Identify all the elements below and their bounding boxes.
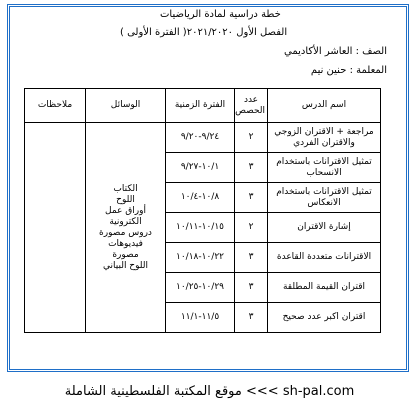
period-cell: ١١/٥-١١/١ (166, 303, 235, 333)
lesson-cell: الاقترانات متعددة القاعدة (268, 243, 381, 273)
tool-item: الكترونية (109, 216, 142, 227)
period-cell: ٩/٢٤-٩/٢٠ (166, 123, 235, 153)
count-cell: ٣ (235, 153, 268, 183)
tool-item: مصورة (112, 249, 139, 260)
count-cell: ٢ (235, 213, 268, 243)
header-period: الفترة الزمنية (166, 89, 235, 123)
tool-item: أوراق عمل (105, 205, 146, 216)
period-cell: ١٠/١٥-١٠/١١ (166, 213, 235, 243)
lesson-cell: اقتران القيمة المطلقة (268, 273, 381, 303)
study-plan-table (24, 88, 381, 333)
period-cell: ١٠/١-٩/٢٧ (166, 153, 235, 183)
grade-line: الصف : العاشر الأكاديمي (284, 46, 387, 57)
lesson-cell: مراجعة + الاقتران الزوجي والاقتران الفردي (268, 123, 381, 153)
header-tools: الوسائل (86, 89, 166, 123)
table-row (25, 123, 381, 153)
tool-item: اللوح البياني (103, 260, 148, 271)
tools-cell (86, 123, 166, 333)
lesson-cell: اقتران اكبر عدد صحيح (268, 303, 381, 333)
lesson-cell: إشارة الاقتران (268, 213, 381, 243)
count-cell: ٢ (235, 123, 268, 153)
tool-item: دروس مصورة (99, 227, 152, 238)
tool-item: اللوح (116, 194, 135, 205)
teacher-line: المعلمة : حنين نيم (310, 65, 387, 76)
count-cell: ٣ (235, 183, 268, 213)
lesson-cell: تمثيل الاقترانات باستخدام الانسحاب (268, 153, 381, 183)
notes-cell (25, 123, 86, 333)
count-cell: ٣ (235, 273, 268, 303)
count-cell: ٣ (235, 303, 268, 333)
semester-line: الفصل الأول ٢٠٢١/٢٠٢٠( الفترة الأولى ) (120, 27, 288, 38)
header-lesson: اسم الدرس (268, 89, 381, 123)
header-count: عدد الحصص (235, 89, 268, 123)
lesson-cell: تمثيل الاقترانات باستخدام الانعكاس (268, 183, 381, 213)
count-cell: ٣ (235, 243, 268, 273)
plan-title: خطة دراسية لمادة الرياضيات (160, 9, 281, 20)
header-notes: ملاحظات (25, 89, 86, 123)
table-header-row (25, 89, 381, 123)
footer-site-link[interactable]: موقع المكتبة الفلسطينية الشاملة <<< sh-pal.com (64, 384, 355, 399)
period-cell: ١٠/٨-١٠/٤ (166, 183, 235, 213)
period-cell: ١٠/٢٩-١٠/٢٥ (166, 273, 235, 303)
tool-item: الكتاب (113, 183, 138, 194)
tool-item: فيديوهات (108, 238, 143, 249)
period-cell: ١٠/٢٢-١٠/١٨ (166, 243, 235, 273)
